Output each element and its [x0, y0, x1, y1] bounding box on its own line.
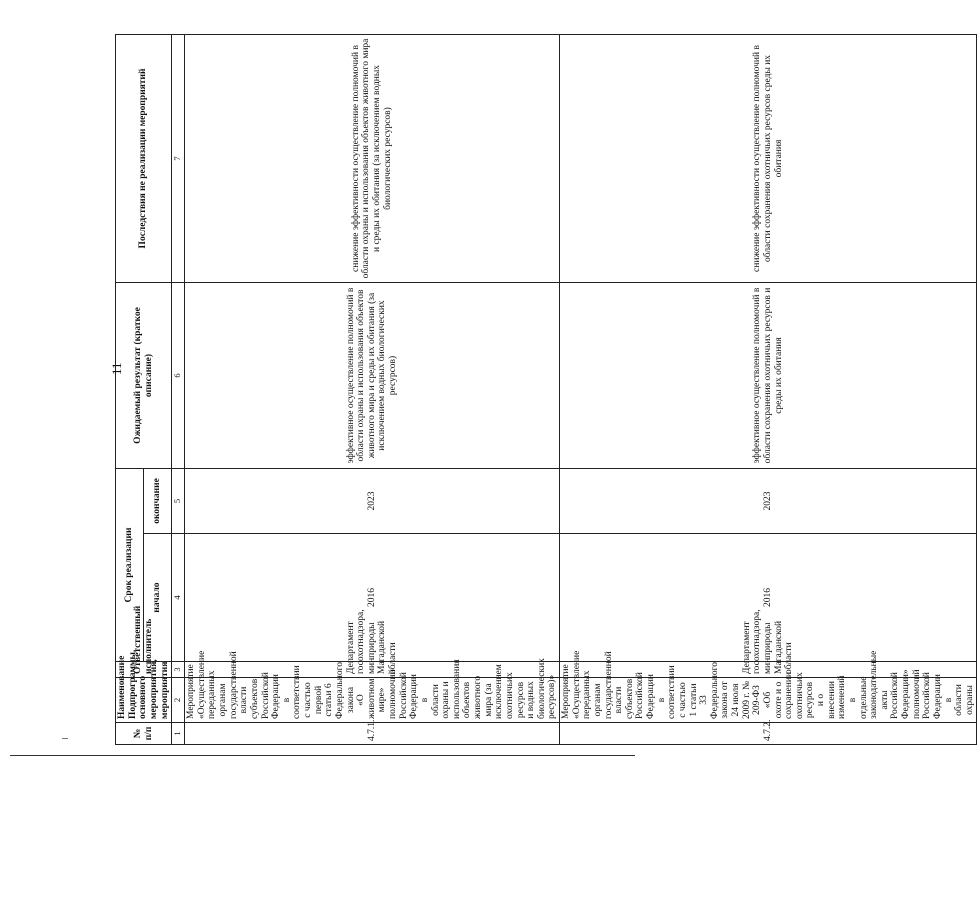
row-end: 2023 — [185, 469, 560, 534]
col-number: 7 — [172, 35, 185, 283]
header-num: № п/п — [116, 723, 172, 745]
header-consequence: Последствия не реализации мероприятий — [116, 35, 172, 283]
row-result: эффективное осуществление полномочий в области охраны и использования объектов животного мира и среды их обитания (за исключением водных биологических ресурсов) — [185, 283, 560, 469]
header-row-1 — [116, 35, 144, 745]
header-result: Ожидаемый результат (краткое описание) — [116, 283, 172, 469]
row-result: эффективное осуществление полномочий в области сохранения охотничьих ресурсов и среды их обитания — [560, 283, 977, 469]
page-divider — [10, 755, 635, 756]
column-numbers-row — [172, 35, 185, 745]
header-name: Наименование Подпрограммы, основного мероприятия, мероприятия — [116, 678, 172, 723]
row-start: 2016 — [185, 534, 560, 662]
col-number: 1 — [172, 723, 185, 745]
rotated-table-container — [115, 35, 975, 745]
row-consequence: снижение эффективности осуществление полномочий в области охраны и использования объектов животного мира и среды их обитания (за исключением водных биологических ресурсов) — [185, 35, 560, 283]
scan-mark — [62, 738, 68, 739]
page-number: 11 — [109, 362, 124, 375]
row-executor: Департамент госохотнадзора, минприроды Магаданской области — [185, 662, 560, 678]
row-num: 4.7.1. — [185, 723, 560, 745]
header-period: Срок реализации — [116, 469, 144, 662]
row-name: Мероприятие «Осуществление переданных органам государственной власти субъектов Российской Федерации в соответствии с частью первой статьи 6 Федерального закона «О животном мире» полномочий Российской Федерации в области охраны и использования объектов животного мира (за исключением охотничьих ресурсов и водных биологических ресурсов)» — [185, 678, 560, 723]
table-row — [560, 35, 977, 745]
col-number: 2 — [172, 678, 185, 723]
table-row — [185, 35, 560, 745]
measures-table — [115, 34, 977, 745]
header-start: начало — [144, 534, 172, 662]
col-number: 5 — [172, 469, 185, 534]
row-name: Мероприятие «Осуществление переданных органам государственной власти субъектов Российской Федерации в соответствии с частью 1 статьи 33 Федерального закона от 24 июля 2009 г. № 209-ФЗ «Об охоте и о сохранении охотничьих ресурсов и о внесении изменений в отдельные законодательные акты Российской Федерации» полномочий Российской Федерации в области охраны — [560, 678, 977, 723]
col-number: 4 — [172, 534, 185, 662]
row-start: 2016 — [560, 534, 977, 662]
col-number: 6 — [172, 283, 185, 469]
col-number: 3 — [172, 662, 185, 678]
header-end: окончание — [144, 469, 172, 534]
row-num: 4.7.2. — [560, 723, 977, 745]
header-executor: Ответственный исполнитель — [116, 662, 172, 678]
row-end: 2023 — [560, 469, 977, 534]
row-executor: Департамент госохотнадзора, минприроды Магаданской области — [560, 662, 977, 678]
row-consequence: снижение эффективности осуществление полномочий в области сохранения охотничьих ресурсов среды их обитания — [560, 35, 977, 283]
